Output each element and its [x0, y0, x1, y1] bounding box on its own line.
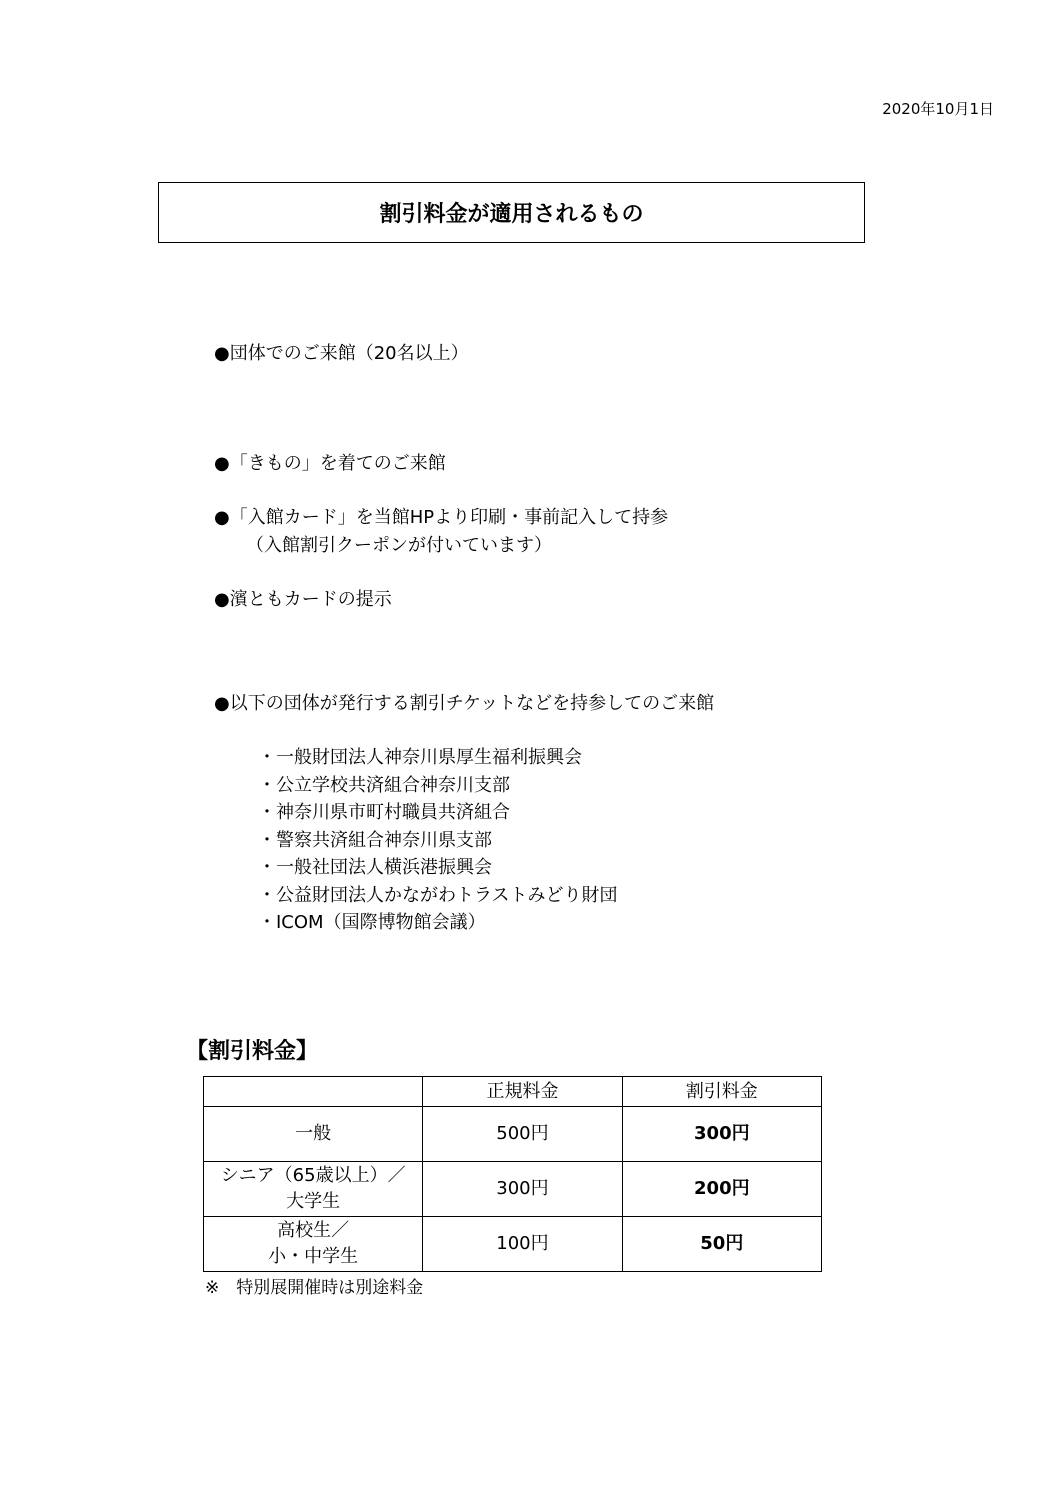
- category-cell: [204, 1107, 423, 1162]
- bullet-hamatomo-card: ●濱ともカードの提示: [214, 589, 392, 610]
- header-category: [204, 1077, 423, 1107]
- discount-fee-cell: 300円: [622, 1107, 821, 1162]
- regular-fee-cell: 100円: [423, 1217, 622, 1272]
- category-line: 小・中学生: [268, 1246, 359, 1267]
- organization-item: ・一般社団法人横浜港振興会: [258, 857, 492, 878]
- organization-item: ・公益財団法人かながわトラストみどり財団: [258, 884, 618, 906]
- fee-section-heading: 【割引料金】: [186, 1039, 319, 1064]
- regular-fee-cell: 500円: [423, 1107, 622, 1162]
- table-row: [204, 1217, 822, 1272]
- table-row: [204, 1107, 822, 1162]
- organization-item: ・一般財団法人神奈川県厚生福利振興会: [258, 747, 582, 768]
- regular-fee-cell: 300円: [423, 1162, 622, 1217]
- header-regular-fee: 正規料金: [423, 1077, 622, 1107]
- header-discount-fee: 割引料金: [622, 1077, 821, 1107]
- discount-fee-cell: 50円: [622, 1217, 821, 1272]
- fee-table: [203, 1076, 822, 1272]
- fee-table-header-row: [204, 1077, 822, 1107]
- category-line: 高校生／: [277, 1220, 350, 1241]
- category-line: 一般: [295, 1123, 332, 1144]
- document-date: 2020年10月1日: [882, 100, 994, 118]
- bullet-kimono: ●「きもの」を着てのご来館: [214, 453, 446, 474]
- document-title: 割引料金が適用されるもの: [158, 182, 865, 243]
- fee-note: ※ 特別展開催時は別途料金: [205, 1278, 424, 1298]
- bullet-admission-card-note: （入館割引クーポンが付いています）: [246, 535, 552, 556]
- organization-item: ・ICOM（国際博物館会議）: [258, 912, 486, 933]
- category-line: シニア（65歳以上）／: [220, 1165, 406, 1186]
- bullet-admission-card-text: ●「入館カード」を当館HPより印刷・事前記入して持参: [214, 507, 669, 528]
- category-line: 大学生: [286, 1191, 341, 1212]
- organization-list: [258, 744, 617, 937]
- bullet-admission-card: [214, 504, 668, 560]
- organization-item: ・神奈川県市町村職員共済組合: [258, 802, 510, 823]
- bullet-group-visit: ●団体でのご来館（20名以上）: [214, 343, 469, 364]
- discount-fee-cell: 200円: [622, 1162, 821, 1217]
- table-row: [204, 1162, 822, 1217]
- category-cell: [204, 1162, 423, 1217]
- bullet-discount-tickets: ●以下の団体が発行する割引チケットなどを持参してのご来館: [214, 693, 715, 714]
- organization-item: ・公立学校共済組合神奈川支部: [258, 774, 510, 796]
- organization-item: ・警察共済組合神奈川県支部: [258, 829, 492, 851]
- category-cell: [204, 1217, 423, 1272]
